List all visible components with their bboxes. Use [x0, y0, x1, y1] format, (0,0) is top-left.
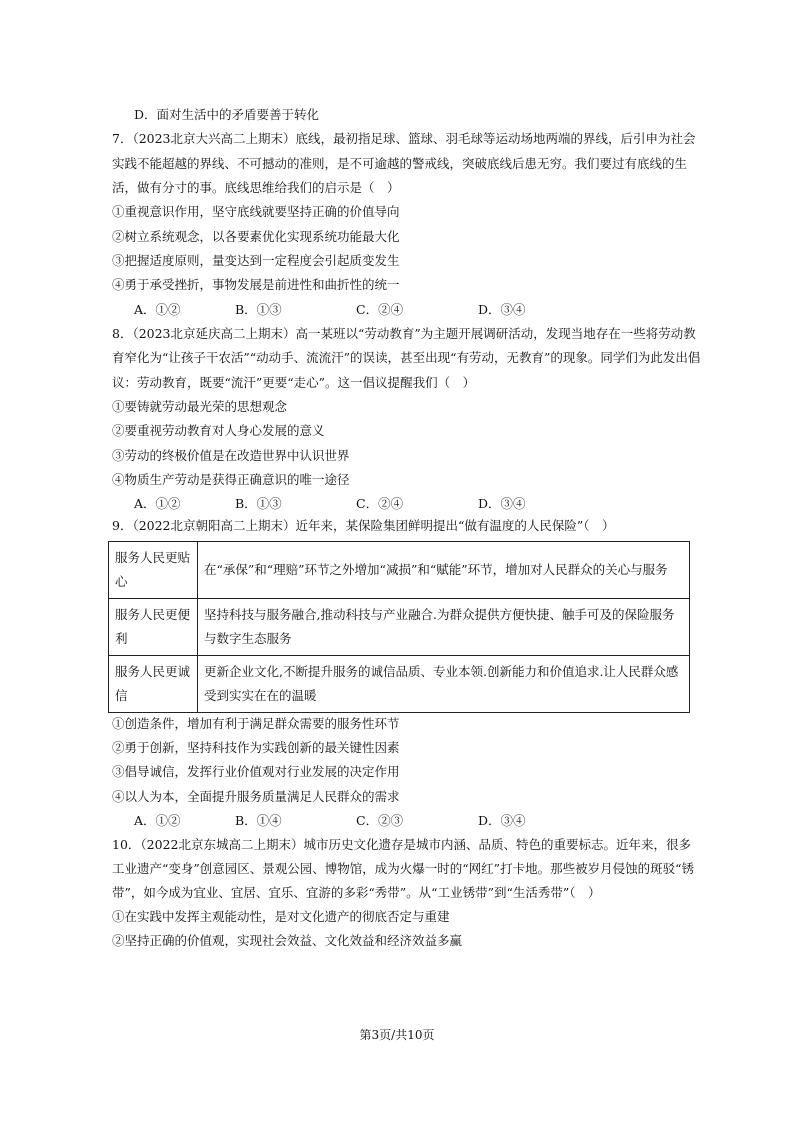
q8-statement: ①要铸就劳动最光荣的思想观念 [112, 399, 288, 414]
q10-stem-line: 10．（2022北京东城高二上期末）城市历史文化遗存是城市内涵、品质、特色的重要标志。近年来，很多 [112, 837, 691, 852]
table-row-head: 服务人民更贴心 [109, 542, 198, 599]
prev-option-d: D．面对生活中的矛盾要善于转化 [134, 107, 320, 122]
table-row-content: 更新企业文化,不断提升服务的诚信品质、专业本领.创新能力和价值追求.让人民群众感受到实实在在的温暖 [198, 656, 690, 713]
q7-option-b: B．①③ [235, 302, 282, 317]
q9-statement: ②勇于创新，坚持科技作为实践创新的最关键性因素 [112, 740, 400, 755]
q10-stem-line: 带”，如今成为宜业、宜居、宜乐、宜游的多彩“秀带”。从“工业锈带”到“生活秀带”（ ） [112, 885, 601, 900]
q8-stem-line: 议：劳动教育，既要“流汗”更要“走心”。这一倡议提醒我们（ ） [112, 375, 476, 390]
q7-option-a: A．①② [134, 302, 181, 317]
q8-statement: ②要重视劳动教育对人身心发展的意义 [112, 423, 325, 438]
q10-statement: ①在实践中发挥主观能动性，是对文化遗产的彻底否定与重建 [112, 909, 450, 924]
q7-statement: ①重视意识作用，坚守底线就要坚持正确的价值导向 [112, 204, 400, 219]
page-footer: 第3页/共10页 [359, 1028, 435, 1042]
q7-stem-line: 活，做有分寸的事。底线思维给我们的启示是（ ） [112, 180, 400, 195]
q9-stem: 9．（2022北京朝阳高二上期末）近年来，某保险集团鲜明提出“做有温度的人民保险”（ ） [112, 518, 615, 533]
q8-statement: ④物质生产劳动是获得正确意识的唯一途径 [112, 472, 350, 487]
q10-stem-line: 工业遗产“变身”创意园区、景观公园、博物馆，成为火爆一时的“网红”打卡地。那些被岁月侵蚀的斑驳“锈 [112, 861, 694, 876]
table-row-content: 在“承保”和“理赔”环节之外增加“减损”和“赋能”环节，增加对人民群众的关心与服务 [198, 542, 690, 599]
q7-statement: ②树立系统观念，以各要素优化实现系统功能最大化 [112, 229, 400, 244]
q9-statement: ①创造条件，增加有利于满足群众需要的服务性环节 [112, 716, 400, 731]
table-row [109, 656, 690, 713]
q8-statement: ③劳动的终极价值是在改造世界中认识世界 [112, 448, 350, 463]
q10-statement: ②坚持正确的价值观，实现社会效益、文化效益和经济效益多赢 [112, 933, 463, 948]
q8-stem-line: 育窄化为“让孩子干农活”“动动手、流流汗”的误读，甚至出现“有劳动，无教育”的现象。同学们为此发出倡 [112, 350, 701, 365]
q7-option-d: D．③④ [478, 302, 526, 317]
q9-statement: ④以人为本，全面提升服务质量满足人民群众的需求 [112, 789, 400, 804]
q7-option-c: C．②④ [356, 302, 404, 317]
q9-option-a: A．①② [134, 813, 181, 828]
q8-option-d: D．③④ [478, 496, 526, 511]
q8-stem-line: 8．（2023北京延庆高二上期末）高一某班以“劳动教育”为主题开展调研活动，发现当地存在一些将劳动教 [112, 326, 696, 341]
q8-option-b: B．①③ [235, 496, 282, 511]
q7-stem-line: 7．（2023北京大兴高二上期末）底线，最初指足球、篮球、羽毛球等运动场地两端的界线，后引申为社会 [112, 131, 696, 146]
q9-table [108, 541, 690, 713]
q7-stem-line: 实践不能超越的界线、不可撼动的准则，是不可逾越的警戒线，突破底线后患无穷。我们要过有底线的生 [112, 156, 688, 171]
q8-option-a: A．①② [134, 496, 181, 511]
table-row-head: 服务人民更便利 [109, 599, 198, 656]
table-row [109, 542, 690, 599]
q7-statement: ③把握适度原则，量变达到一定程度会引起质变发生 [112, 253, 400, 268]
q9-option-b: B．①④ [235, 813, 282, 828]
q9-option-c: C．②③ [356, 813, 404, 828]
q7-statement: ④勇于承受挫折，事物发展是前进性和曲折性的统一 [112, 277, 400, 292]
q8-option-c: C．②④ [356, 496, 404, 511]
table-row-head: 服务人民更诚信 [109, 656, 198, 713]
table-row [109, 599, 690, 656]
table-row-content: 坚持科技与服务融合,推动科技与产业融合.为群众提供方便快捷、触手可及的保险服务与数字生态服务 [198, 599, 690, 656]
q9-option-d: D．③④ [478, 813, 526, 828]
q9-statement: ③倡导诚信，发挥行业价值观对行业发展的决定作用 [112, 764, 400, 779]
